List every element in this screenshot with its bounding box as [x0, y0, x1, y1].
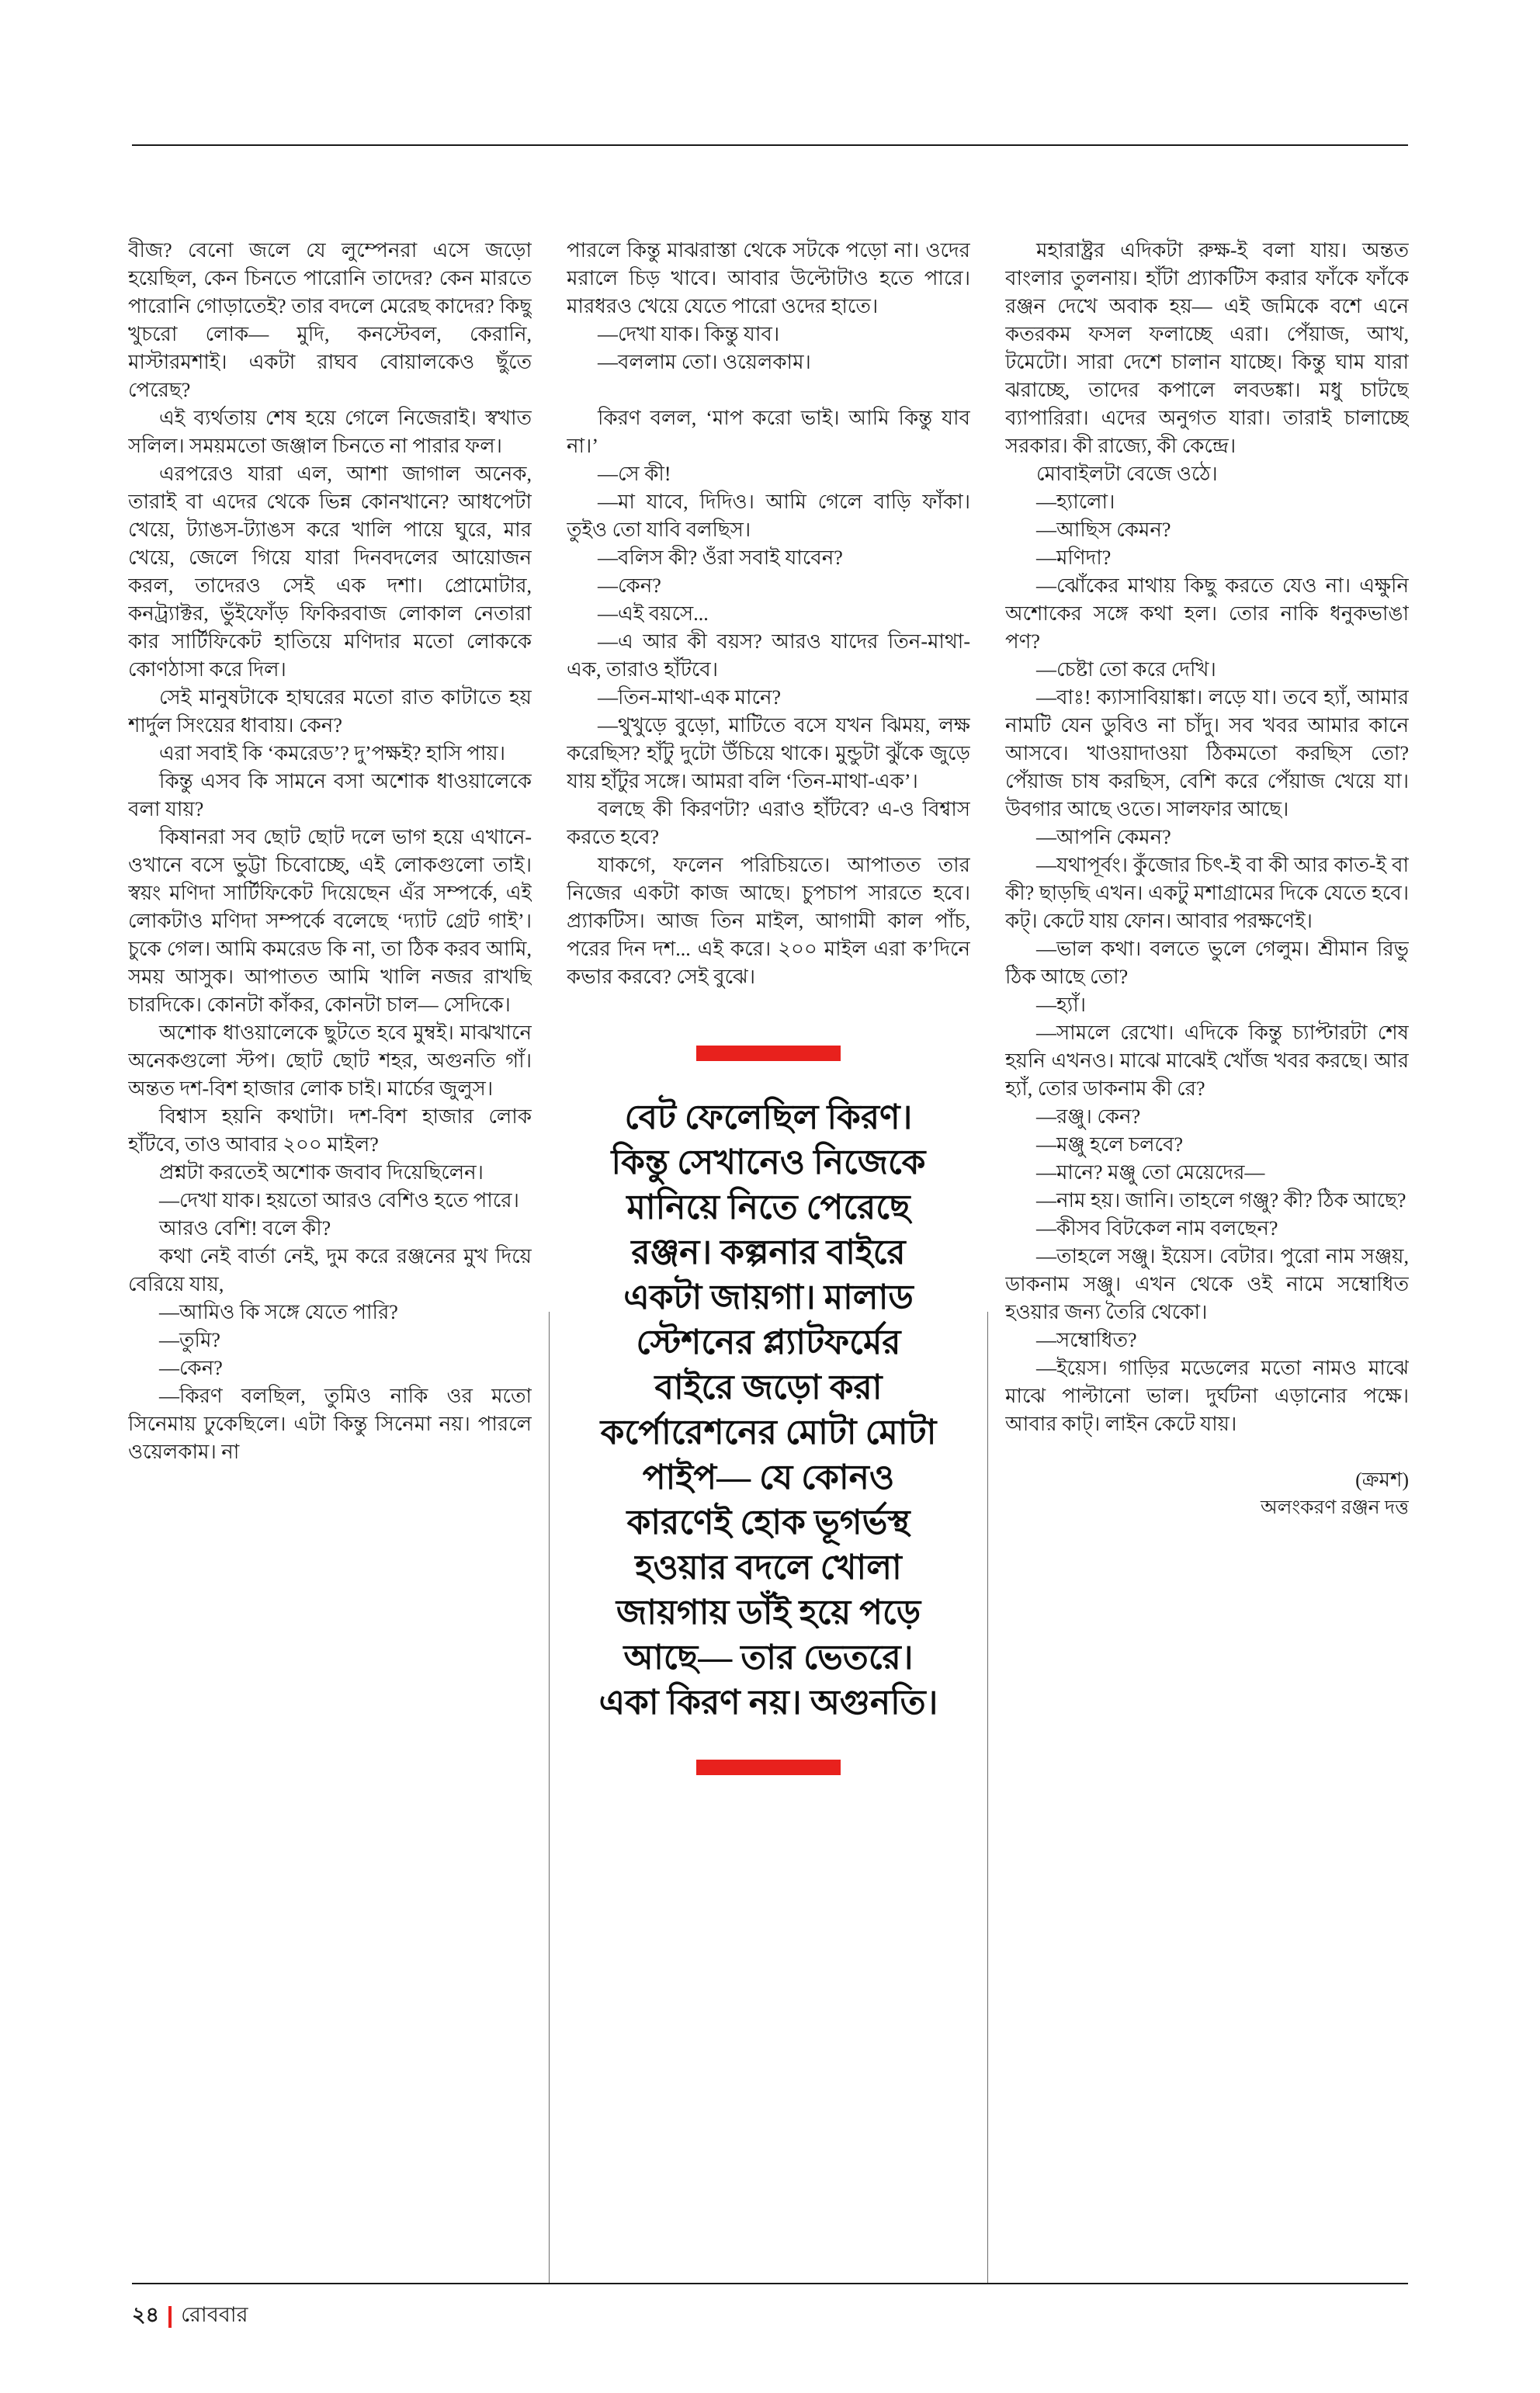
- paragraph: —রঞ্জু। কেন?: [1036, 1105, 1141, 1128]
- column-2-paragraphs: [567, 237, 970, 991]
- paragraph: —বললাম তো। ওয়েলকাম।: [598, 351, 811, 373]
- paragraph: —সম্বোধিত?: [1036, 1329, 1137, 1351]
- column-1-paragraphs: [128, 237, 532, 1466]
- paragraph: অশোক ধাওয়ালেকে ছুটতে হবে মুম্বই। মাঝখানে অনেকগুলো স্টপ। ছোট ছোট শহর, অগুনতি গাঁ। অন্তত দশ-বিশ হাজার লোক চাই। মার্চের জুলুস।: [128, 1021, 532, 1100]
- paragraph: —এ আর কী বয়স? আরও যাদের তিন-মাথা-এক, তারাও হাঁটবে।: [567, 630, 970, 681]
- paragraph: —কেন?: [598, 574, 661, 597]
- column-3-paragraphs: [1005, 237, 1409, 1522]
- paragraph: —কীসব বিটকেল নাম বলছেন?: [1036, 1217, 1278, 1240]
- paragraph: —এই বয়সে...: [598, 602, 709, 625]
- paragraph: —থুখুড়ে বুড়ো, মাটিতে বসে যখন ঝিময়, লক্ষ করেছিস? হাঁটু দুটো উঁচিয়ে থাকে। মুন্ডুটা ঝুঁকে জুড়ে যায় হাঁটুর সঙ্গে। আমরা বলি ‘তিন-মাথা-এক’।: [567, 714, 970, 792]
- paragraph: কিরণ বলল, ‘মাপ করো ভাই। আমি কিন্তু যাব না।’: [567, 407, 970, 457]
- paragraph: —বাঃ! ক্যাসাবিয়াঙ্কা। লড়ে যা। তবে হ্যাঁ, আমার নামটি যেন ডুবিও না চাঁদু। সব খবর আমার কানে আসবে। খাওয়াদাওয়া ঠিকমতো করছিস তো? পেঁয়াজ চাষ করছিস, বেশি করে পেঁয়াজ খেয়ে যা। উবগার আছে ওতে। সালফার আছে।: [1005, 686, 1409, 820]
- paragraph: (ক্রমশ): [1355, 1469, 1409, 1491]
- pull-quote-block: [567, 1046, 970, 1775]
- paragraph: —ইয়েস। গাড়ির মডেলের মতো নামও মাঝে মাঝে পাল্টানো ভাল। দুর্ঘটনা এড়ানোর পক্ষে। আবার কাট্। লাইন কেটে যায়।: [1005, 1357, 1409, 1435]
- page-number: ২৪: [132, 2303, 160, 2326]
- paragraph: —হ্যাঁ।: [1036, 994, 1087, 1016]
- paragraph: এরা সবাই কি ‘কমরেড’? দু’পক্ষই? হাসি পায়।: [159, 742, 506, 765]
- paragraph: —কেন?: [159, 1357, 223, 1379]
- paragraph: —কিরণ বলছিল, তুমিও নাকি ওর মতো সিনেমায় ঢুকেছিলে। এটা কিন্তু সিনেমা নয়। পারলে ওয়েলকাম। না: [128, 1385, 532, 1463]
- column-divider-left: [549, 1312, 550, 2283]
- paragraph: —যথাপূর্বং। কুঁজোর চিৎ-ই বা কী আর কাত-ই বা কী? ছাড়ছি এখন। একটু মশাগ্রামের দিকে যেতে হবে। কট্। কেটে যায় ফোন। আবার পরক্ষণেই।: [1005, 854, 1409, 932]
- paragraph: —দেখা যাক। কিন্তু যাব।: [598, 323, 780, 345]
- paragraph: —তুমি?: [159, 1329, 220, 1351]
- pull-quote-top-bar: [696, 1046, 841, 1061]
- paragraph: —মা যাবে, দিদিও। আমি গেলে বাড়ি ফাঁকা। তুইও তো যাবি বলছিস।: [567, 491, 970, 541]
- paragraph: —বলিস কী? ওঁরা সবাই যাবেন?: [598, 546, 843, 569]
- paragraph: মহারাষ্ট্রর এদিকটা রুক্ষ-ই বলা যায়। অন্তত বাংলার তুলনায়। হাঁটা প্র্যাকটিস করার ফাঁকে ফাঁকে রঞ্জন দেখে অবাক হয়— এই জমিকে বশে এনে কতরকম ফসল ফলাচ্ছে এরা। পেঁয়াজ, আখ, টমেটো। সারা দেশে চালান যাচ্ছে। কিন্তু ঘাম যারা ঝরাচ্ছে, তাদের কপালে লবডঙ্কা। মধু চাটছে ব্যাপারিরা। এদের অনুগত যারা। তারাই চালাচ্ছে সরকার। কী রাজ্যে, কী কেন্দ্রে।: [1005, 239, 1409, 457]
- paragraph: সেই মানুষটাকে হাঘরের মতো রাত কাটাতে হয় শার্দুল সিংয়ের ধাবায়। কেন?: [128, 686, 532, 737]
- paragraph: —তাহলে সঞ্জু। ইয়েস। বেটার। পুরো নাম সঞ্জয়, ডাকনাম সঞ্জু। এখন থেকে ওই নামে সম্বোধিত হওয়ার জন্য তৈরি থেকো।: [1005, 1245, 1409, 1323]
- paragraph: কিন্তু এসব কি সামনে বসা অশোক ধাওয়ালেকে বলা যায়?: [128, 770, 532, 820]
- magazine-name: রোববার: [181, 2303, 248, 2326]
- bottom-rule: [132, 2283, 1408, 2284]
- paragraph: —আমিও কি সঙ্গে যেতে পারি?: [159, 1301, 398, 1323]
- column-divider-right: [987, 1312, 988, 2283]
- footer-separator: [168, 2306, 172, 2328]
- paragraph: —আপনি কেমন?: [1036, 826, 1171, 848]
- paragraph: অলংকরণ রঞ্জন দত্ত: [1261, 1497, 1409, 1518]
- paragraph: যাকগে, ফলেন পরিচিয়তে। আপাতত তার নিজের একটা কাজ আছে। চুপচাপ সারতে হবে। প্র্যাকটিস। আজ তিন মাইল, আগামী কাল পাঁচ, পরের দিন দশ... এই করে। ২০০ মাইল এরা ক’দিনে কভার করবে? সেই বুঝে।: [567, 854, 970, 988]
- paragraph: —হ্যালো।: [1036, 491, 1115, 513]
- pull-quote-bottom-bar: [696, 1760, 841, 1775]
- paragraph: —মানে? মঞ্জু তো মেয়েদের—: [1036, 1161, 1265, 1184]
- paragraph: এই ব্যর্থতায় শেষ হয়ে গেলে নিজেরাই। স্বখাত সলিল। সময়মতো জঞ্জাল চিনতে না পারার ফল।: [128, 407, 532, 457]
- page-footer: [132, 2299, 248, 2334]
- paragraph: পারলে কিন্তু মাঝরাস্তা থেকে সটকে পড়ো না। ওদের মরালে চিড় খাবে। আবার উল্টোটাও হতে পারে। মারধরও খেয়ে যেতে পারো ওদের হাতে।: [567, 239, 970, 317]
- column-2: [567, 237, 970, 2255]
- paragraph: —তিন-মাথা-এক মানে?: [598, 686, 782, 709]
- paragraph: —দেখা যাক। হয়তো আরও বেশিও হতে পারে।: [159, 1189, 519, 1212]
- column-3: [1005, 237, 1409, 2255]
- pull-quote-text: বেট ফেলেছিল কিরণ। কিন্তু সেখানেও নিজেকে মানিয়ে নিতে পেরেছে রঞ্জন। কল্পনার বাইরে একটা জায়গা। মালাড স্টেশনের প্ল্যাটফর্মের বাইরে জড়ো করা কর্পোরেশনের মোটা মোটা পাইপ— যে কোনও কারণেই হোক ভূগর্ভস্থ হওয়ার বদলে খোলা জায়গায় ডাঁই হয়ে পড়ে আছে— তার ভেতরে। একা কিরণ নয়। অগুনতি।: [598, 1098, 938, 1722]
- paragraph: —চেষ্টা তো করে দেখি।: [1036, 658, 1216, 681]
- paragraph: কিষানরা সব ছোট ছোট দলে ভাগ হয়ে এখানে-ওখানে বসে ভুট্টা চিবোচ্ছে, এই লোকগুলো তাই। স্বয়ং মণিদা সার্টিফিকেট দিয়েছেন এঁর সম্পর্কে, এই লোকটাও মণিদা সম্পর্কে বলেছে ‘দ্যাট গ্রেট গাই’। চুকে গেল। আমি কমরেড কি না, তা ঠিক করব আমি, সময় আসুক। আপাতত আমি খালি নজর রাখছি চারদিকে। কোনটা কাঁকর, কোনটা চাল— সেদিকে।: [128, 826, 532, 1016]
- paragraph: —মণিদা?: [1036, 546, 1112, 569]
- paragraph: বীজ? বেনো জলে যে লুম্পেনরা এসে জড়ো হয়েছিল, কেন চিনতে পারোনি তাদের? কেন মারতে পারোনি গোড়াতেই? তার বদলে মেরেছ কাদের? কিছু খুচরো লোক— মুদি, কনস্টেবল, কেরানি, মাস্টারমশাই। একটা রাঘব বোয়ালকেও ছুঁতে পেরেছ?: [128, 239, 532, 401]
- paragraph: —নাম হয়। জানি। তাহলে গঞ্জু? কী? ঠিক আছে?: [1036, 1189, 1406, 1212]
- paragraph: —সে কী!: [598, 463, 671, 485]
- paragraph: এরপরেও যারা এল, আশা জাগাল অনেক, তারাই বা এদের থেকে ভিন্ন কোনখানে? আধপেটা খেয়ে, ট্যাঙস-ট্যাঙস করে খালি পায়ে ঘুরে, মার খেয়ে, জেলে গিয়ে যারা দিনবদলের আয়োজন করল, তাদেরও সেই এক দশা। প্রোমোটার, কনট্র্যাক্টর, ভুঁইফোঁড় ফিকিরবাজ লোকাল নেতারা কার সার্টিফিকেট হাতিয়ে মণিদার মতো লোককে কোণঠাসা করে দিল।: [128, 463, 532, 681]
- top-rule: [132, 144, 1408, 146]
- paragraph: বলছে কী কিরণটা? এরাও হাঁটবে? এ-ও বিশ্বাস করতে হবে?: [567, 798, 970, 848]
- paragraph: আরও বেশি! বলে কী?: [159, 1217, 331, 1240]
- paragraph: মোবাইলটা বেজে ওঠে।: [1036, 463, 1218, 485]
- paragraph: —আছিস কেমন?: [1036, 518, 1171, 541]
- paragraph: —ঝোঁকের মাথায় কিছু করতে যেও না। এক্ষুনি অশোকের সঙ্গে কথা হল। তোর নাকি ধনুকভাঙা পণ?: [1005, 574, 1409, 653]
- paragraph: কথা নেই বার্তা নেই, দুম করে রঞ্জনের মুখ দিয়ে বেরিয়ে যায়,: [128, 1245, 532, 1295]
- paragraph: —সামলে রেখো। এদিকে কিন্তু চ্যাপ্টারটা শেষ হয়নি এখনও। মাঝে মাঝেই খোঁজ খবর করছে। আর হ্যাঁ, তোর ডাকনাম কী রে?: [1005, 1021, 1409, 1100]
- paragraph: —ভাল কথা। বলতে ভুলে গেলুম। শ্রীমান রিভু ঠিক আছে তো?: [1005, 938, 1409, 988]
- column-1: [128, 237, 532, 2255]
- paragraph: বিশ্বাস হয়নি কথাটা। দশ-বিশ হাজার লোক হাঁটবে, তাও আবার ২০০ মাইল?: [128, 1105, 532, 1156]
- paragraph: —মঞ্জু হলে চলবে?: [1036, 1133, 1183, 1156]
- paragraph: প্রশ্নটা করতেই অশোক জবাব দিয়েছিলেন।: [159, 1161, 484, 1184]
- article-columns: [128, 237, 1409, 2255]
